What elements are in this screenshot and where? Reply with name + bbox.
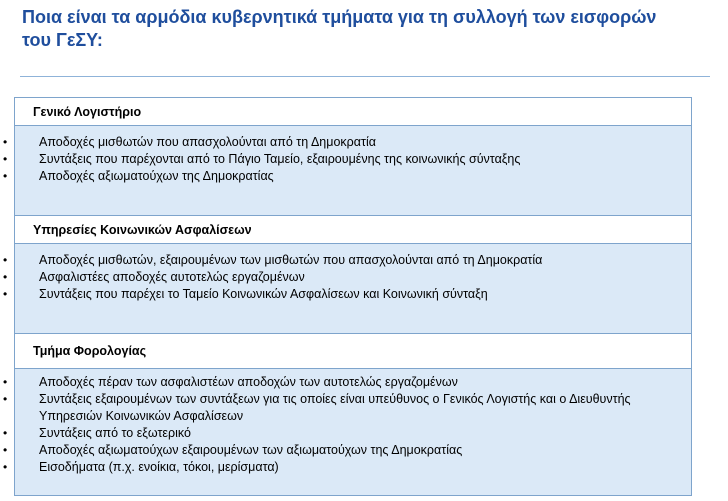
page-title: Ποια είναι τα αρμόδια κυβερνητικά τμήματα για τη συλλογή των εισφορών του ΓεΣΥ:: [22, 7, 657, 50]
list-item: • Ασφαλιστέες αποδοχές αυτοτελώς εργαζομένων: [3, 270, 305, 284]
bullet-icon: •: [3, 392, 8, 406]
bullet-icon: •: [3, 169, 8, 183]
list-item: • Αποδοχές πέραν των ασφαλιστέων αποδοχών των αυτοτελώς εργαζομένων: [3, 375, 458, 389]
bullet-icon: •: [3, 270, 8, 284]
list-item: • Αποδοχές αξιωματούχων της Δημοκρατίας: [3, 169, 274, 183]
bullet-icon: •: [3, 426, 8, 440]
bullet-icon: •: [3, 375, 8, 389]
bullet-icon: •: [3, 135, 8, 149]
bullet-icon: •: [3, 443, 8, 457]
section-heading: Τμήμα Φορολογίας: [33, 344, 147, 358]
section-heading: Γενικό Λογιστήριο: [33, 104, 142, 119]
list-item: • Συντάξεις εξαιρουμένων των συντάξεων για τις οποίες είναι υπεύθυνος ο Γενικός Λογιστής και ο Διευθυντής Υπηρεσιών Κοινωνικών Ασφαλίσεων: [3, 392, 631, 423]
bullet-icon: •: [3, 152, 8, 166]
bullet-icon: •: [3, 253, 8, 267]
list-item: • Συντάξεις που παρέχονται από το Πάγιο Ταμείο, εξαιρουμένης της κοινωνικής σύνταξης: [3, 152, 521, 166]
section-heading: Υπηρεσίες Κοινωνικών Ασφαλίσεων: [33, 222, 252, 237]
section-body-general-accounting: [3, 126, 691, 216]
section-header-social-insurance: [15, 216, 691, 244]
list-item: • Συντάξεις που παρέχει το Ταμείο Κοινωνικών Ασφαλίσεων και Κοινωνική σύνταξη: [3, 287, 488, 301]
list-item: • Αποδοχές αξιωματούχων εξαιρουμένων των αξιωματούχων της Δημοκρατίας: [3, 443, 463, 457]
bullet-icon: •: [3, 287, 8, 301]
section-header-tax-department: [15, 334, 691, 369]
bullet-icon: •: [3, 460, 8, 474]
list-item: • Αποδοχές μισθωτών, εξαιρουμένων των μισθωτών που απασχολούνται από τη Δημοκρατία: [3, 253, 543, 267]
title-divider: [20, 76, 710, 77]
departments-table: [3, 97, 692, 496]
section-header-general-accounting: [15, 98, 691, 126]
list-item: • Αποδοχές μισθωτών που απασχολούνται από τη Δημοκρατία: [3, 135, 376, 149]
section-body-social-insurance: [3, 244, 691, 334]
section-body-tax-department: [3, 369, 691, 495]
list-item: • Συντάξεις από το εξωτερικό: [3, 426, 191, 440]
list-item: • Εισοδήματα (π.χ. ενοίκια, τόκοι, μερίσματα): [3, 460, 279, 474]
